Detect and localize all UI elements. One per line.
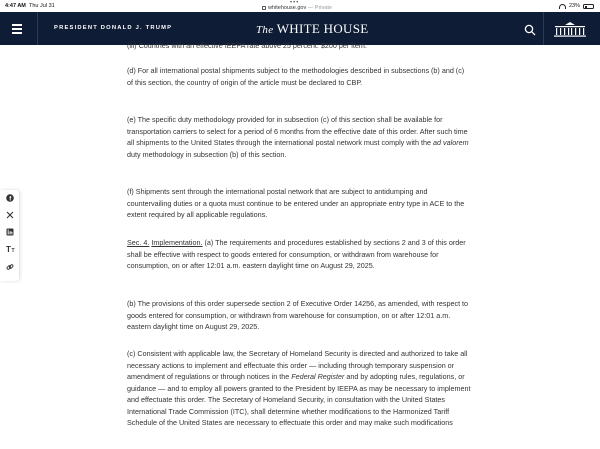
svg-text:T: T [5,245,11,253]
header-divider [543,12,544,45]
share-linkedin[interactable] [5,227,15,237]
article-paragraph: (f) Shipments sent through the international postal network that are subject to antidumping and countervailing duties or a quota must continue to be entered under an appropriate entry type in ACE to the extent required by all applicable regulations. [127,187,465,219]
section-4-link[interactable]: Sec. 4. [127,238,150,247]
header-divider [37,12,38,45]
x-icon [6,211,14,219]
private-label: — Private [307,5,332,11]
share-facebook[interactable] [5,193,15,203]
menu-icon [12,24,22,26]
address-bar[interactable] [262,5,332,11]
status-indicators [559,3,594,9]
share-text-size[interactable] [5,244,15,254]
battery-percent: 23% [568,3,580,9]
url-text: whitehouse.gov [268,5,307,11]
battery-icon [583,4,594,9]
linkedin-icon [6,228,14,236]
status-date: Thu Jul 31 [29,3,55,9]
search-button[interactable] [524,23,536,35]
logo-main: WHITE HOUSE [276,21,369,36]
status-time: 4:47 AM [5,3,26,9]
wifi-icon [559,4,566,9]
implementation-link[interactable]: Implementation. [151,238,203,247]
search-icon [524,24,536,36]
article-paragraph: (c) Consistent with applicable law, the Secretary of Homeland Security is directed and authorized to take all necessary actions to implement and effectuate this order — including through temporary suspension or amendment of regulations or through notices in the Federal Register and by adopting rules, regulations, or guidance — and to employ all powers granted to the President by IEEPA as may be necessary to implement and effectuate this order. The Secretary of Homeland Security, in consultation with the United States International Trade Commission (ITC), shall determine whether modifications to the Harmonized Tariff Schedule of the United States are necessary to effectuate this order and may make such modifications [127,349,471,427]
article-paragraph: Sec. 4. Implementation. (a) The requirements and procedures established by sections 2 and 3 of this order shall be effective with respect to goods entered for consumption, or withdrawn from warehouse for consumption, on or after 12:01 a.m. eastern daylight time on August 29, 2025. [127,238,466,270]
lock-icon [262,6,266,10]
svg-text:f: f [9,196,12,202]
logo-prefix: The [256,24,274,36]
svg-text:T: T [11,248,15,253]
share-x[interactable] [5,210,15,220]
facebook-icon [6,194,14,202]
share-copy-link[interactable] [5,262,15,272]
link-icon [6,263,14,271]
status-bar [0,0,600,12]
more-dots-icon[interactable]: ••• [290,0,300,6]
article-paragraph: (b) The provisions of this order supersede section 2 of Executive Order 14256, as amended, with respect to goods entered for consumption, or withdrawn from warehouse for consumption, on or after 12:01 a.m. eastern daylight time on August 29, 2025. [127,299,469,331]
share-bar [0,190,19,281]
header-title[interactable]: PRESIDENT DONALD J. TRUMP [54,25,173,31]
menu-button[interactable] [12,24,22,33]
article-paragraph: (e) The specific duty methodology provided for in subsection (c) of this section shall be available for transportation carriers to select for a period of 6 months from the effective date of this order. After such time all shipments to the United States through the international postal network must comply with the ad valorem duty methodology in subsection (b) of this section. [127,115,469,159]
text-size-icon [6,245,15,253]
white-house-building-icon[interactable] [552,21,588,38]
article-paragraph: (iii) Countries with an effective IEEPA rate above 25 percent: $200 per item. [127,41,367,50]
article-paragraph: (d) For all international postal shipments subject to the methodologies described in subsections (b) and (c) of this section, the country of origin of the article must be declared to CBP. [127,66,465,87]
site-logo[interactable] [256,21,369,37]
